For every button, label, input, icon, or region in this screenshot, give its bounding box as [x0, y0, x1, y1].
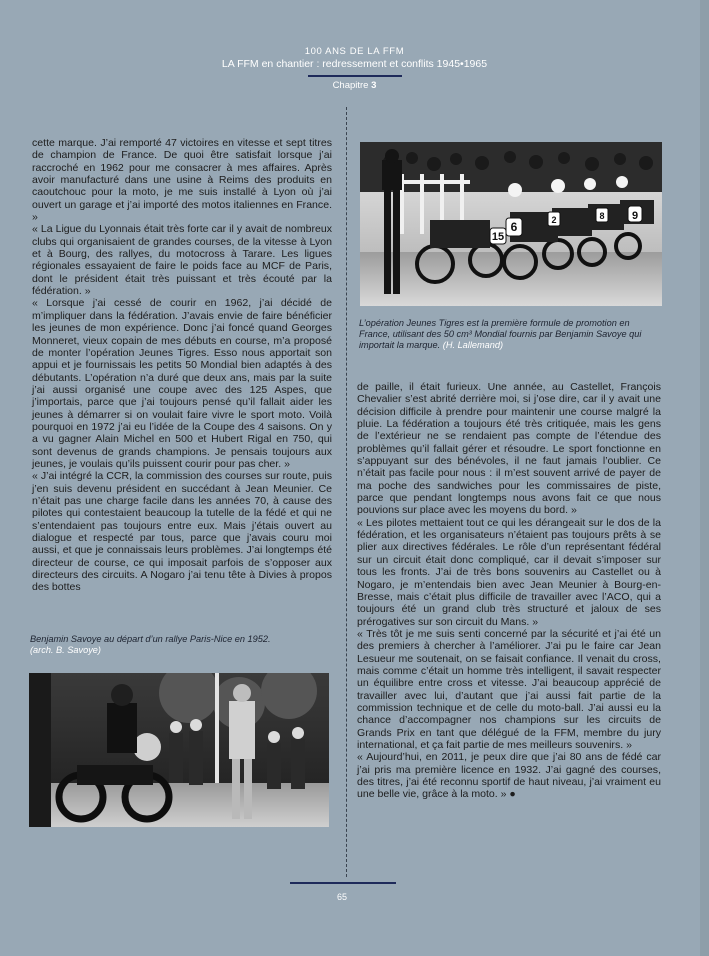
page-edge	[700, 0, 709, 956]
photo-rallye-paris-nice	[29, 673, 329, 827]
page-number: 65	[336, 892, 347, 902]
paragraph: « La Ligue du Lyonnais était très forte car il y avait de nombreux clubs qui organisaient de grandes courses, de la vitesse à Lyon et à Bourg, des rallyes, du motocross à Tarare. Les ligues régionales essayaient de faire le poids face au MCF de Paris, dont le président était très puissant et très écouté par la fédération. »	[32, 223, 332, 298]
paragraph: de paille, il était furieux. Une année, au Castellet, François Chevalier s’est abrité derrière moi, si j’ose dire, car il y avait une décision difficile à prendre pour maintenir une course malgré la pluie. La fédération a toujours été très critiquée, mais les gens de l’extérieur ne se rendaient pas compte de l’étendue des problèmes qu’il fallait gérer et résoudre. Le sport fonctionne en s’appuyant sur des bénévoles, il ne faut jamais l’oublier. Ce n’était pas facile pour nous : il m’est souvent arrivé de payer de ma poche des sandwiches pour les commissaires de piste, parce que pendant longtemps nous avons fait ce que nous pouvions sur place avec les moyens du bord. »	[357, 381, 661, 517]
chapter-label	[0, 80, 709, 92]
race-number: 8	[599, 211, 605, 221]
section-subtitle: LA FFM en chantier : redressement et conflits 1945•1965	[221, 58, 488, 70]
right-column-text	[357, 381, 661, 801]
caption-text: Benjamin Savoye au départ d’un rallye Paris-Nice en 1952.	[30, 634, 271, 644]
chapter-word: Chapitre	[332, 80, 369, 91]
paragraph: « Lorsque j’ai cessé de courir en 1962, j’ai décidé de m’impliquer dans la fédération. J’avais envie de faire bénéficier les jeunes de mon expérience. Donc j’ai foncé quand Georges Monneret, vieux copain de mes débuts en course, m’a proposé de monter l’opération Jeunes Tigres. Esso nous apportait son appui et je fournissais les petits 50 Mondial bien adaptés à des débutants. L’opération n’a duré que deux ans, mais par la suite j’ai aussi organisé une coupe avec des 125 Aspes, que j’importais, parce que j’ai toujours pensé qu’il fallait aider les jeunes à démarrer si on voulait faire vivre le sport moto. Voilà pourquoi en 1972 j’ai eu l’idée de la Coupe des 4 saisons. On y a vu gagner Alain Michel en 500 et Hubert Rigal en 750, qui sont devenus de grands champions. Je pensais toujours aux jeunes, je voulais qu’ils puissent courir pour pas cher. »	[32, 297, 332, 470]
column-divider	[346, 107, 347, 877]
photo-credit: (H. Lallemand)	[442, 340, 504, 350]
race-number: 6	[510, 220, 518, 234]
footer-rule	[290, 882, 396, 884]
race-start-photo-illustration	[360, 142, 662, 306]
caption-text: L’opération Jeunes Tigres est la première formule de promotion en France, utilisant des 50 cm³ Mondial fournis par Benjamin Savoye qui importait la marque.	[359, 318, 642, 350]
paragraph: cette marque. J’ai remporté 47 victoires en vitesse et sept titres de champion de France. De quoi être satisfait lorsque j’ai raccroché en 1962 pour me consacrer à mes affaires. Après avoir manufacturé dans une usine à Reims des produits en caoutchouc pour la moto, je me suis installé à Lyon où j’ai ouvert un garage et j’ai importé des motos italiennes en France. »	[32, 137, 332, 224]
photo-caption-top	[359, 318, 659, 351]
page-header	[0, 46, 709, 92]
paragraph: « Aujourd’hui, en 2011, je peux dire que j’ai 80 ans de fédé car j’ai pris ma première licence en 1932. J’ai gagné des courses, des titres, j’ai été reconnu sportif de haut niveau, j’ai vraiment eu une belle vie, grâce à la moto. » ●	[357, 751, 661, 801]
race-number: 2	[551, 215, 557, 225]
photo-jeunes-tigres-race	[360, 142, 662, 306]
rallye-photo-illustration	[29, 673, 329, 827]
race-number: 9	[631, 210, 639, 222]
left-column-text	[32, 137, 332, 594]
paragraph: « Très tôt je me suis senti concerné par la sécurité et j’ai été un des premiers à chercher à l’améliorer. J’ai pu le faire car Jean Lesueur me soutenait, on se faisait confiance. Il venait du cross, mais comme c’était un homme très intelligent, il savait respecter un équilibre entre cross et vitesse. J’ai beaucoup apprécié de travailler avec lui, d’autant que j’ai aussi fait partie de la commission technique et de celle du moto-ball. J’ai aussi eu la chance d’accompagner nos champions sur les circuits de Grands Prix en tant que délégué de la FFM, membre du jury international, et ça fait partie de mes meilleurs souvenirs. »	[357, 627, 661, 751]
chapter-number: 3	[371, 80, 377, 91]
paragraph: « J’ai intégré la CCR, la commission des courses sur route, puis j’en suis devenu président en succédant à Jean Meunier. Ce n’était pas une charge facile dans les années 70, à cause des pilotes qui contestaient beaucoup la tutelle de la fédé et qui ne s’entendaient pas toujours entre eux. Mais j’étais ouvert au dialogue et respecté par tous, parce que j’avais couru moi aussi, et que je connaissais leurs problèmes. J’ai longtemps été directeur de course, ce qui imposait parfois de s’opposer aux directeurs des circuits. A Nogaro j’ai tenu tête à Divies à propos des bottes	[32, 470, 332, 594]
header-rule	[308, 75, 402, 77]
paragraph: « Les pilotes mettaient tout ce qui les dérangeait sur le dos de la fédération, et les organisateurs n’étaient pas toujours prêts à se plier aux directives fédérales. Le rôle d’un représentant fédéral sur un circuit était donc compliqué, car il devait s’imposer sur tous les fronts. J’ai de très bons souvenirs au Castellet ou à Nogaro, je m’entendais bien avec Jean Meunier à Bourg-en-Bresse, mais c’était plus difficile de travailler avec l’ACO, qui a toujours été un grand club très structuré et jaloux de ses prérogatives sur son circuit du Mans. »	[357, 516, 661, 628]
photo-credit: (arch. B. Savoye)	[30, 645, 101, 655]
book-title: 100 ANS DE LA FFM	[304, 46, 405, 57]
photo-caption-bottom	[30, 634, 290, 656]
race-number: 15	[491, 231, 505, 243]
